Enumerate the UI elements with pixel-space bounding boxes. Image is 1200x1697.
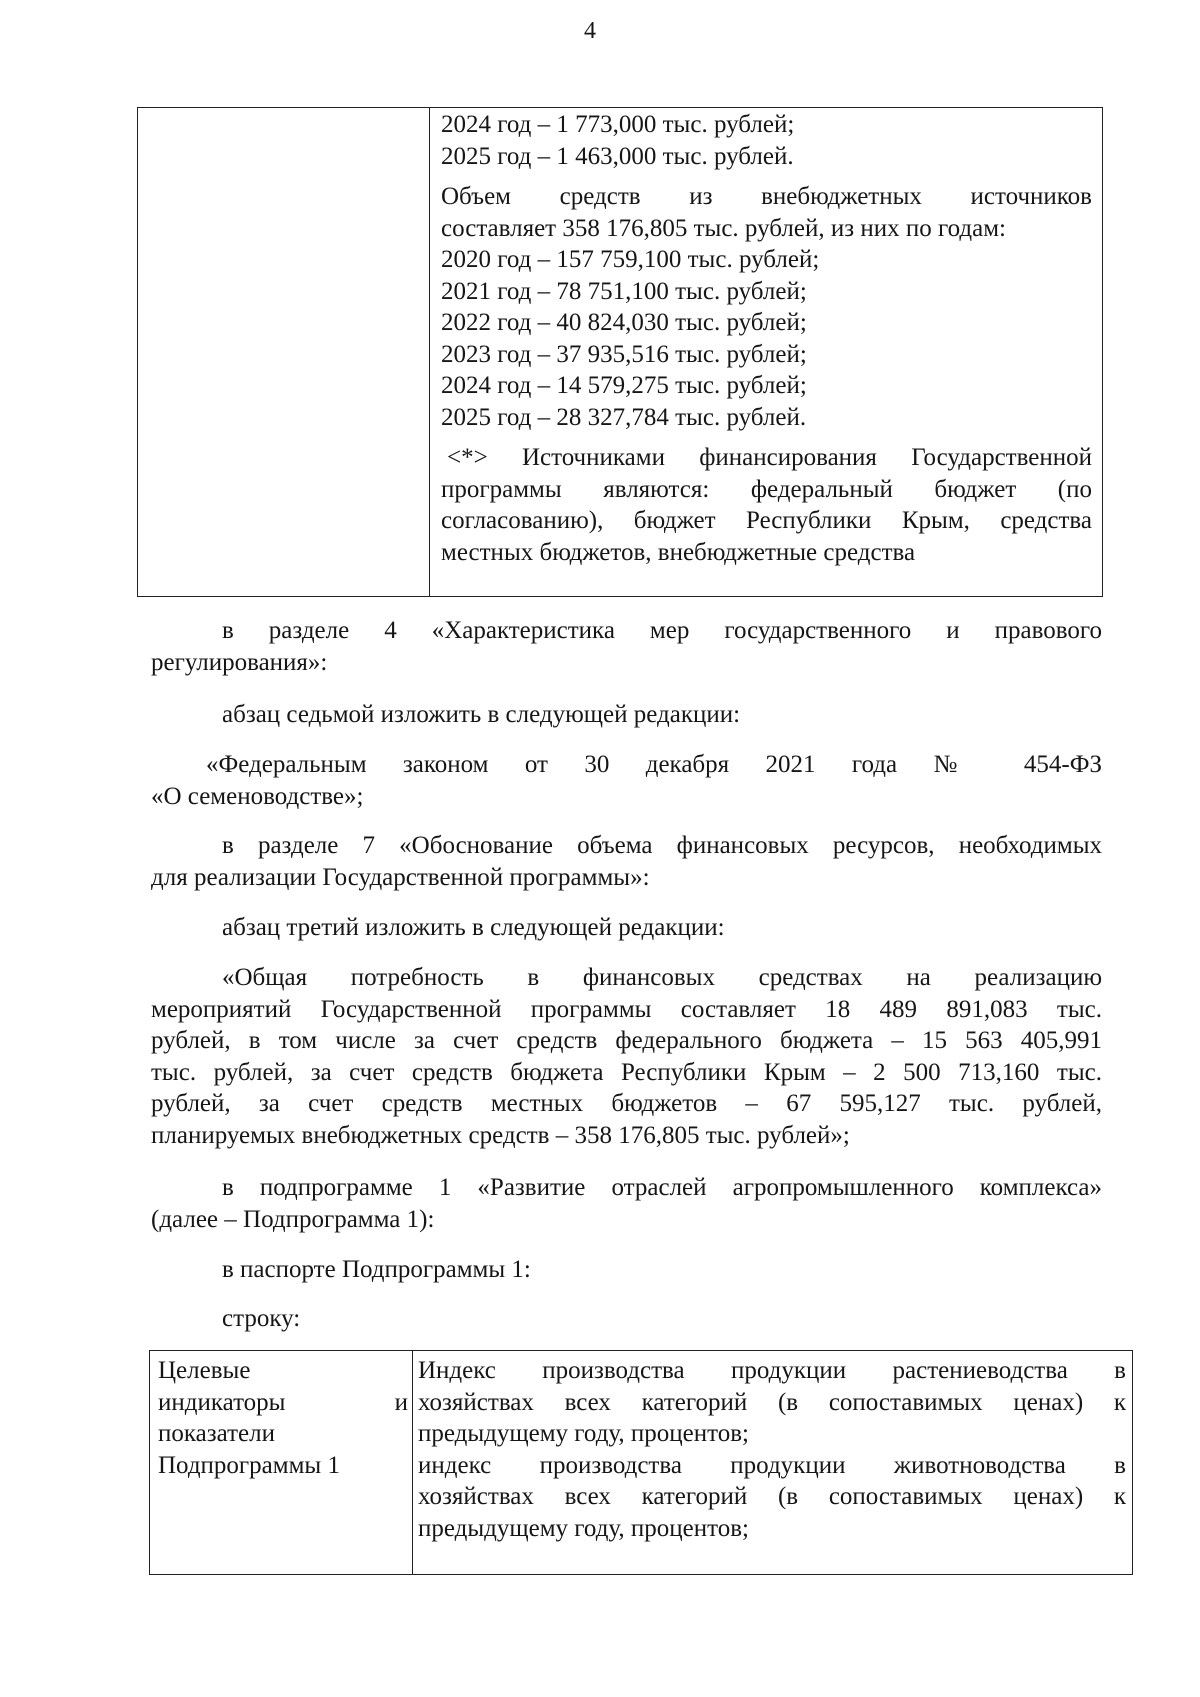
indicator-line: хозяйствах всех категорий (в сопоставимых ценах) к [418, 1483, 1126, 1510]
offbudget-intro-line: Объем средств из внебюджетных источников [441, 183, 1092, 210]
indicators-value-cell [413, 1351, 1132, 1574]
paragraph-abzac3: абзац третий изложить в следующей редакции: [222, 914, 725, 941]
note-line: программы являются: федеральный бюджет (по [441, 475, 1092, 503]
page-number: 4 [584, 18, 596, 44]
paragraph-line: мероприятий Государственной программы составляет 18 489 891,083 тыс. [151, 995, 1102, 1023]
indicator-line: индекс производства продукции животноводства в [418, 1451, 1126, 1479]
paragraph-line: планируемых внебюджетных средств – 358 176,805 тыс. рублей»; [151, 1121, 850, 1149]
indicator-line: хозяйствах всех категорий (в сопоставимых ценах) к [418, 1388, 1126, 1416]
offbudget-year-line: 2025 год – 28 327,784 тыс. рублей. [441, 403, 807, 431]
paragraph-row: строку: [222, 1305, 301, 1332]
offbudget-year-line: 2023 год – 37 935,516 тыс. рублей; [441, 340, 807, 368]
paragraph-line: рублей, в том числе за счет средств федерального бюджета – 15 563 405,991 [151, 1027, 1102, 1054]
paragraph-line: «Федеральным законом от 30 декабря 2021 года № 454-ФЗ [206, 751, 1102, 778]
paragraph-line: для реализации Государственной программы»: [151, 863, 650, 891]
paragraph-line: в подпрограмме 1 «Развитие отраслей агропромышленного комплекса» [222, 1174, 1102, 1201]
note-line: местных бюджетов, внебюджетные средства [441, 538, 916, 566]
paragraph-section7 [151, 830, 1102, 893]
paragraph-law [151, 749, 1102, 812]
paragraph-section4 [151, 615, 1102, 678]
offbudget-year-line: 2024 год – 14 579,275 тыс. рублей; [441, 372, 807, 399]
indicators-label-line: Целевые [158, 1357, 251, 1384]
financing-year-line: 2025 год – 1 463,000 тыс. рублей. [441, 142, 794, 170]
paragraph-line: «Общая потребность в финансовых средствах на реализацию [222, 964, 1102, 991]
indicators-label-line: индикаторы и [158, 1388, 408, 1416]
paragraph-passport: в паспорте Подпрограммы 1: [222, 1256, 531, 1283]
financing-table-label-cell [138, 108, 430, 596]
paragraph-line: (далее – Подпрограмма 1): [151, 1205, 435, 1233]
indicators-label-line: Подпрограммы 1 [158, 1451, 340, 1479]
indicator-line: Индекс производства продукции растениеводства в [418, 1357, 1126, 1384]
offbudget-year-line: 2022 год – 40 824,030 тыс. рублей; [441, 309, 807, 336]
paragraph-subprogram1 [151, 1172, 1102, 1235]
offbudget-total-line: составляет 358 176,805 тыс. рублей, из них по годам: [441, 214, 1006, 242]
indicators-label-cell [150, 1351, 413, 1574]
note-line: согласованию), бюджет Республики Крым, средства [441, 507, 1092, 534]
offbudget-year-line: 2021 год – 78 751,100 тыс. рублей; [441, 277, 807, 305]
paragraph-line: в разделе 7 «Обоснование объема финансовых ресурсов, необходимых [222, 832, 1102, 859]
indicators-table [149, 1350, 1133, 1575]
financing-year-line: 2024 год – 1 773,000 тыс. рублей; [441, 111, 795, 138]
paragraph-line: «О семеноводстве»; [151, 782, 364, 810]
indicator-line: предыдущему году, процентов; [418, 1420, 750, 1447]
paragraph-line: тыс. рублей, за счет средств бюджета Республики Крым – 2 500 713,160 тыс. [151, 1058, 1102, 1086]
paragraph-abzac7: абзац седьмой изложить в следующей редакции: [222, 701, 741, 728]
offbudget-year-line: 2020 год – 157 759,100 тыс. рублей; [441, 246, 820, 273]
indicator-line: предыдущему году, процентов; [418, 1514, 750, 1542]
paragraph-line: рублей, за счет средств местных бюджетов – 67 595,127 тыс. рублей, [151, 1090, 1102, 1117]
paragraph-line: регулирования»: [151, 648, 328, 676]
financing-table [137, 107, 1103, 597]
note-line: <*> Источниками финансирования Государственной [447, 444, 1092, 471]
indicators-label-line: показатели [158, 1420, 275, 1447]
paragraph-total-need [151, 962, 1102, 1151]
financing-table-value-cell [430, 108, 1102, 596]
paragraph-line: в разделе 4 «Характеристика мер государственного и правового [222, 617, 1102, 644]
